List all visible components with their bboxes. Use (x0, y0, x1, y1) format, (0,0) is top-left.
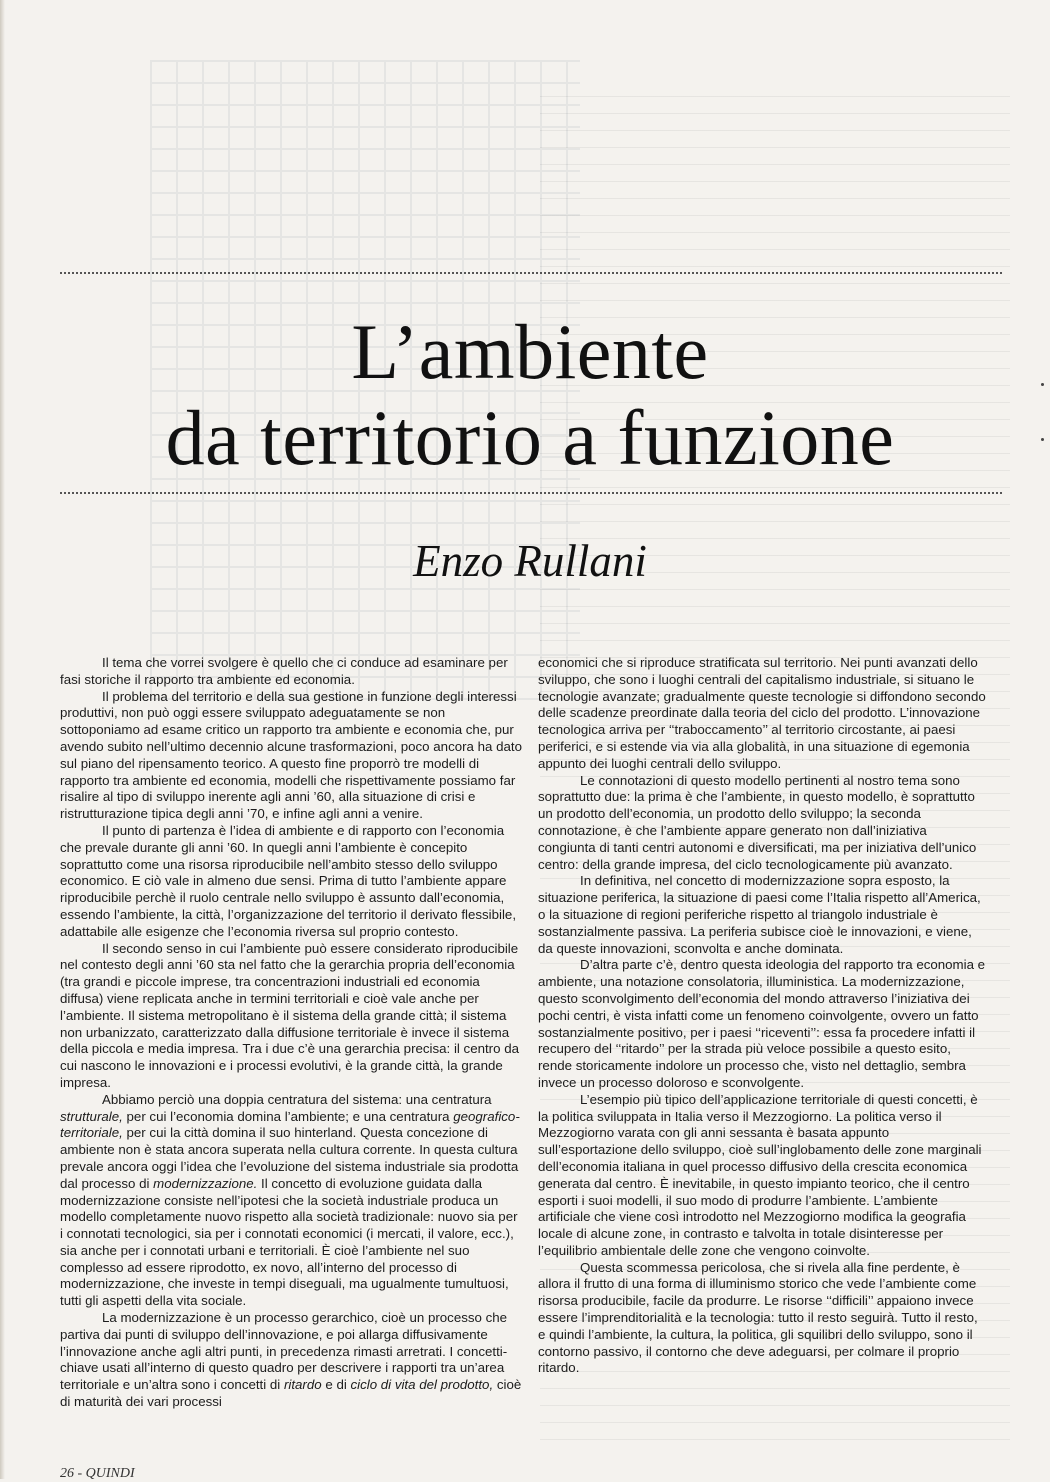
text-column-right (538, 655, 988, 1377)
paragraph: D’altra parte c’è, dentro questa ideologia del rapporto tra economia e ambiente, una notazione consolatoria, illuministica. La modernizzazione, questo sconvolgimento dell’economia del mondo attraverso l’iniziativa dei pochi centri, è vista infatti come un fenomeno coinvolgente, ovvero un fatto sostanzialmente positivo, per i paesi ‘‘riceventi’’: essa fa procedere infatti il recupero del ‘‘ritardo’’ per la strada più veloce possibile a questo esito, rende storicamente indolore un processo che, visto nel dettaglio, sembra invece un processo doloroso e sconvolgente. (538, 957, 986, 1090)
paragraph: L’esempio più tipico dell’applicazione territoriale di questi concetti, è la politica sviluppata in Italia verso il Mezzogiorno. La politica verso il Mezzogiorno varata con gli anni sessanta è basata appunto sull’esportazione dello sviluppo, cioè sull’inglobamento delle zone marginali dell’economia italiana in quel processo diffusivo della crescita economica generata dal centro. È inevitabile, in questo impianto teorico, che il centro esporti i suoi modelli, il suo modo di produrre l’ambiente. L’ambiente artificiale che viene così introdotto nel Mezzogiorno modifica la geografia locale di alcune zone, in contrasto e talvolta in totale disinteresse per l’equilibrio ambientale delle zone che vengono coinvolte. (538, 1091, 982, 1258)
paragraph: Il tema che vorrei svolgere è quello che ci conduce ad esaminare per fasi storiche il rapporto tra ambiente ed economia. (60, 655, 508, 687)
scan-speck (1041, 383, 1044, 386)
paragraph: In definitiva, nel concetto di modernizzazione sopra esposto, la situazione periferica, la situazione di paesi come l’Italia rispetto all’America, o la situazione di regioni periferiche rispetto al triangolo industriale è sostanzialmente passiva. La periferia subisce cioè le innovazioni, e viene, da queste innovazioni, sconvolta e anche dominata. (538, 873, 981, 956)
paragraph: Le connotazioni di questo modello pertinenti al nostro tema sono soprattutto due: la prima è che l’ambiente, in questo modello, è soprattutto un prodotto dell’economia, un prodotto dello sviluppo; la seconda connotazione, è che l’ambiente appare generato non dall’iniziativa congiunta di tanti centri autonomi e diversificati, ma per iniziativa dell’unico centro: della grande impresa, del ciclo tecnologicamente più avanzato. (538, 772, 977, 872)
paragraph: Abbiamo perciò una doppia centratura del sistema: una centratura strutturale, per cui l’economia domina l’ambiente; e una centratura geografico-territoriale, per cui la città domina il suo hinterland. Questa concezione di ambiente non è stata ancora superata nella cultura corrente. In questa cultura prevale ancora oggi l’idea che l’evoluzione del sistema industriale sia prodotta dal processo di modernizzazione. Il concetto di evoluzione guidata dalla modernizzazione consiste nell’ipotesi che la società industriale produca un modello completamente nuovo rispetto alla società tradizionale: nuovo sia per i connotati tecnologici, sia per i connotati economici (i mercati, il valore, ecc.), sia anche per i connotati urbani e territoriali. È cioè l’ambiente nel suo complesso ad essere riprodotto, ex novo, all’interno del processo di modernizzazione, che investe in tempi diseguali, ma ugualmente tumultuosi, tutti gli aspetti della vita sociale. (60, 1091, 520, 1309)
paragraph: Il punto di partenza è l’idea di ambiente e di rapporto con l’economia che prevale durante gli anni ’60. In quegli anni l’ambiente è concepito soprattutto come una risorsa riproducibile nell’ambito stesso dello sviluppo economico. E ciò vale in almeno due sensi. Prima di tutto l’ambiente appare riproducibile perchè il ruolo centrale nello sviluppo è assunto dall’economia, essendo l’ambiente, la città, l’organizzazione del territorio il derivato flessibile, adattabile alle esigenze che l’economia riversa sul proprio contesto. (60, 822, 517, 939)
paragraph: Il secondo senso in cui l’ambiente può essere considerato riproducibile nel contesto degli anni ’60 sta nel fatto che la gerarchia propria dell’economia (tra grandi e piccole imprese, tra concentrazioni industriali ed economia diffusa) viene replicata anche in termini territoriali e cioè vale anche per l’ambiente. Il sistema metropolitano è il sistema della grande città; il sistema non urbanizzato, caratterizzato dalla diffusione territoriale è invece il sistema della piccola e media impresa. Tra i due c’è una gerarchia precisa: il centro da cui nascono le innovazioni e i processi evolutivi, è la grande città, la grande impresa. (60, 940, 519, 1090)
paragraph: Il problema del territorio e della sua gestione in funzione degli interessi produttivi, non può oggi essere sviluppato adeguatamente se non sottoponiamo ad esame critico un rapporto tra ambiente e economia che, pur avendo subito nell’ultimo decennio alcune trasformazioni, poco ancora ha dato sul piano del ripensamento teorico. A questo fine proporrò tre modelli di rapporto tra ambiente ed economia, modelli che rispettivamente possiamo far risalire al tipo di sviluppo inerente agli anni ’60, alla situazione di crisi e ristrutturazione tipica degli anni ’70, e infine agli anni a venire. (60, 688, 522, 822)
page-folio: 26 - QUINDI (60, 1466, 135, 1481)
text-column-left (60, 655, 522, 1411)
paragraph: Questa scommessa pericolosa, che si rivela alla fine perdente, è allora il frutto di una forma di illuminismo storico che vede l’ambiente come risorsa producibile, facile da produrre. Le risorse ‘‘difficili’’ appaiono invece essere l’imprenditorialità e la tecnologia: tutto il resto seguirà. Tutto il resto, e quindi l’ambiente, la cultura, la politica, gli squilibri dello sviluppo, sono il contorno passivo, il contorno che deve adeguarsi, per colmare il proprio ritardo. (538, 1259, 978, 1376)
article-author: Enzo Rullani (413, 536, 647, 586)
scan-speck (1041, 438, 1044, 441)
page-edge-shadow (0, 0, 5, 1479)
paragraph-continued: economici che si riproduce stratificata sul territorio. Nei punti avanzati dello sviluppo, che sono i luoghi centrali del capitalismo industriale, si situano le tecnologie avanzate; gradualmente queste tecnologie si diffondono secondo delle scadenze preordinate dalla teoria del ciclo del prodotto. L’innovazione tecnologica arriva per ‘‘traboccamento’’ al territorio circostante, ai paesi periferici, e si estende via via alla globalità, in una situazione di egemonia appunto dei luoghi centrali dello sviluppo. (538, 655, 986, 771)
article-title-line-2: da territorio a funzione (165, 394, 895, 481)
paragraph: La modernizzazione è un processo gerarchico, cioè un processo che partiva dai punti di sviluppo dell’innovazione, e poi allarga diffusivamente l’innovazione anche agli altri punti, in precedenza rimasti arretrati. I concetti-chiave usati all’interno di questo quadro per descrivere i rapporti tra un’area territoriale e un’altra sono i concetti di ritardo e di ciclo di vita del prodotto, cioè di maturità dei vari processi (60, 1310, 522, 1410)
dotted-rule-top (60, 272, 1002, 274)
dotted-rule-bottom (60, 492, 1002, 494)
article-title-line-1: L’ambiente (351, 308, 709, 395)
